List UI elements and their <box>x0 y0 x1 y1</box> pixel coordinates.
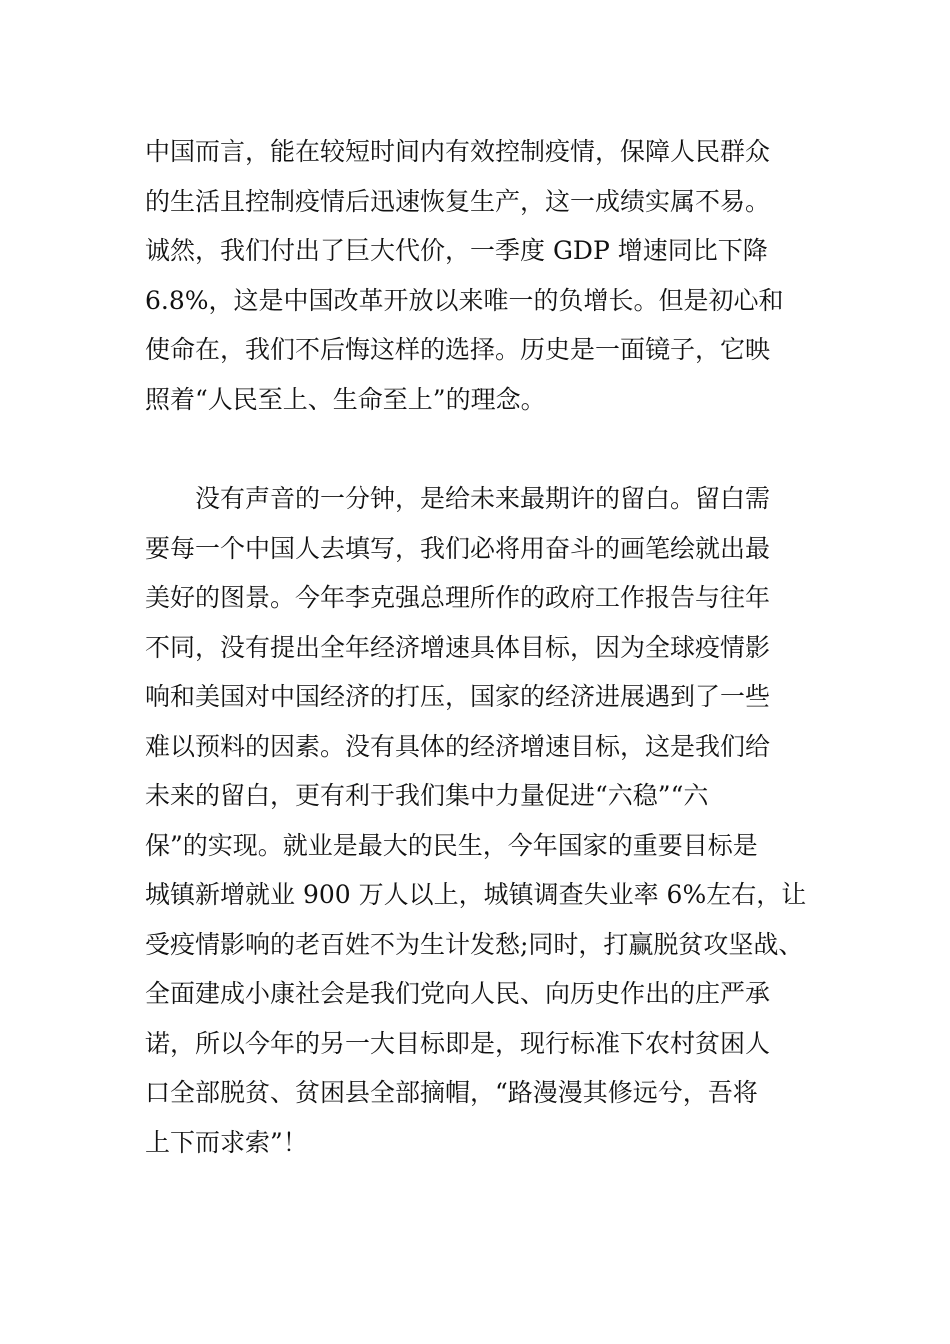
paragraph-1-line-4: 6.8%，这是中国改革开放以来唯一的负增长。但是初心和 <box>145 285 784 315</box>
paragraph-2-line-2: 要每一个中国人去填写，我们必将用奋斗的画笔绘就出最 <box>145 533 771 563</box>
paragraph-2-line-9: 城镇新增就业 900 万人以上，城镇调查失业率 6%左右，让 <box>145 880 807 909</box>
paragraph-2-line-1: 没有声音的一分钟，是给未来最期许的留白。留白需 <box>145 484 771 513</box>
paragraph-2-line-3: 美好的图景。今年李克强总理所作的政府工作报告与往年 <box>145 583 771 612</box>
paragraph-1-line-6: 照着“人民至上、生命至上”的理念。 <box>145 384 546 414</box>
paragraph-1-line-3: 诚然，我们付出了巨大代价，一季度 GDP 增速同比下降 <box>145 236 768 265</box>
paragraph-2 <box>145 474 815 1167</box>
paragraph-2-line-10: 受疫情影响的老百姓不为生计发愁;同时，打赢脱贫攻坚战、 <box>145 929 804 959</box>
paragraph-2-line-12: 诺，所以今年的另一大目标即是，现行标准下农村贫困人 <box>145 1028 771 1058</box>
paragraph-2-line-5: 响和美国对中国经济的打压，国家的经济进展遇到了一些 <box>145 682 771 711</box>
paragraph-2-line-14: 上下而求索”！ <box>145 1127 308 1157</box>
paragraph-1 <box>145 127 815 424</box>
paragraph-2-line-6: 难以预料的因素。没有具体的经济增速目标，这是我们给 <box>145 731 771 761</box>
paragraph-2-line-8: 保”的实现。就业是最大的民生，今年国家的重要目标是 <box>145 830 758 860</box>
paragraph-2-line-4: 不同，没有提出全年经济增速具体目标，因为全球疫情影 <box>145 632 771 662</box>
paragraph-2-line-13: 口全部脱贫、贫困县全部摘帽，“路漫漫其修远兮，吾将 <box>145 1078 758 1107</box>
paragraph-2-line-11: 全面建成小康社会是我们党向人民、向历史作出的庄严承 <box>145 979 771 1008</box>
paragraph-1-line-5: 使命在，我们不后悔这样的选择。历史是一面镜子，它映 <box>145 335 771 364</box>
paragraph-1-line-1: 中国而言，能在较短时间内有效控制疫情，保障人民群众 <box>145 137 771 166</box>
paragraph-2-line-7: 未来的留白，更有利于我们集中力量促进“六稳”“六 <box>145 781 709 810</box>
paragraph-1-line-2: 的生活且控制疫情后迅速恢复生产，这一成绩实属不易。 <box>145 186 771 216</box>
